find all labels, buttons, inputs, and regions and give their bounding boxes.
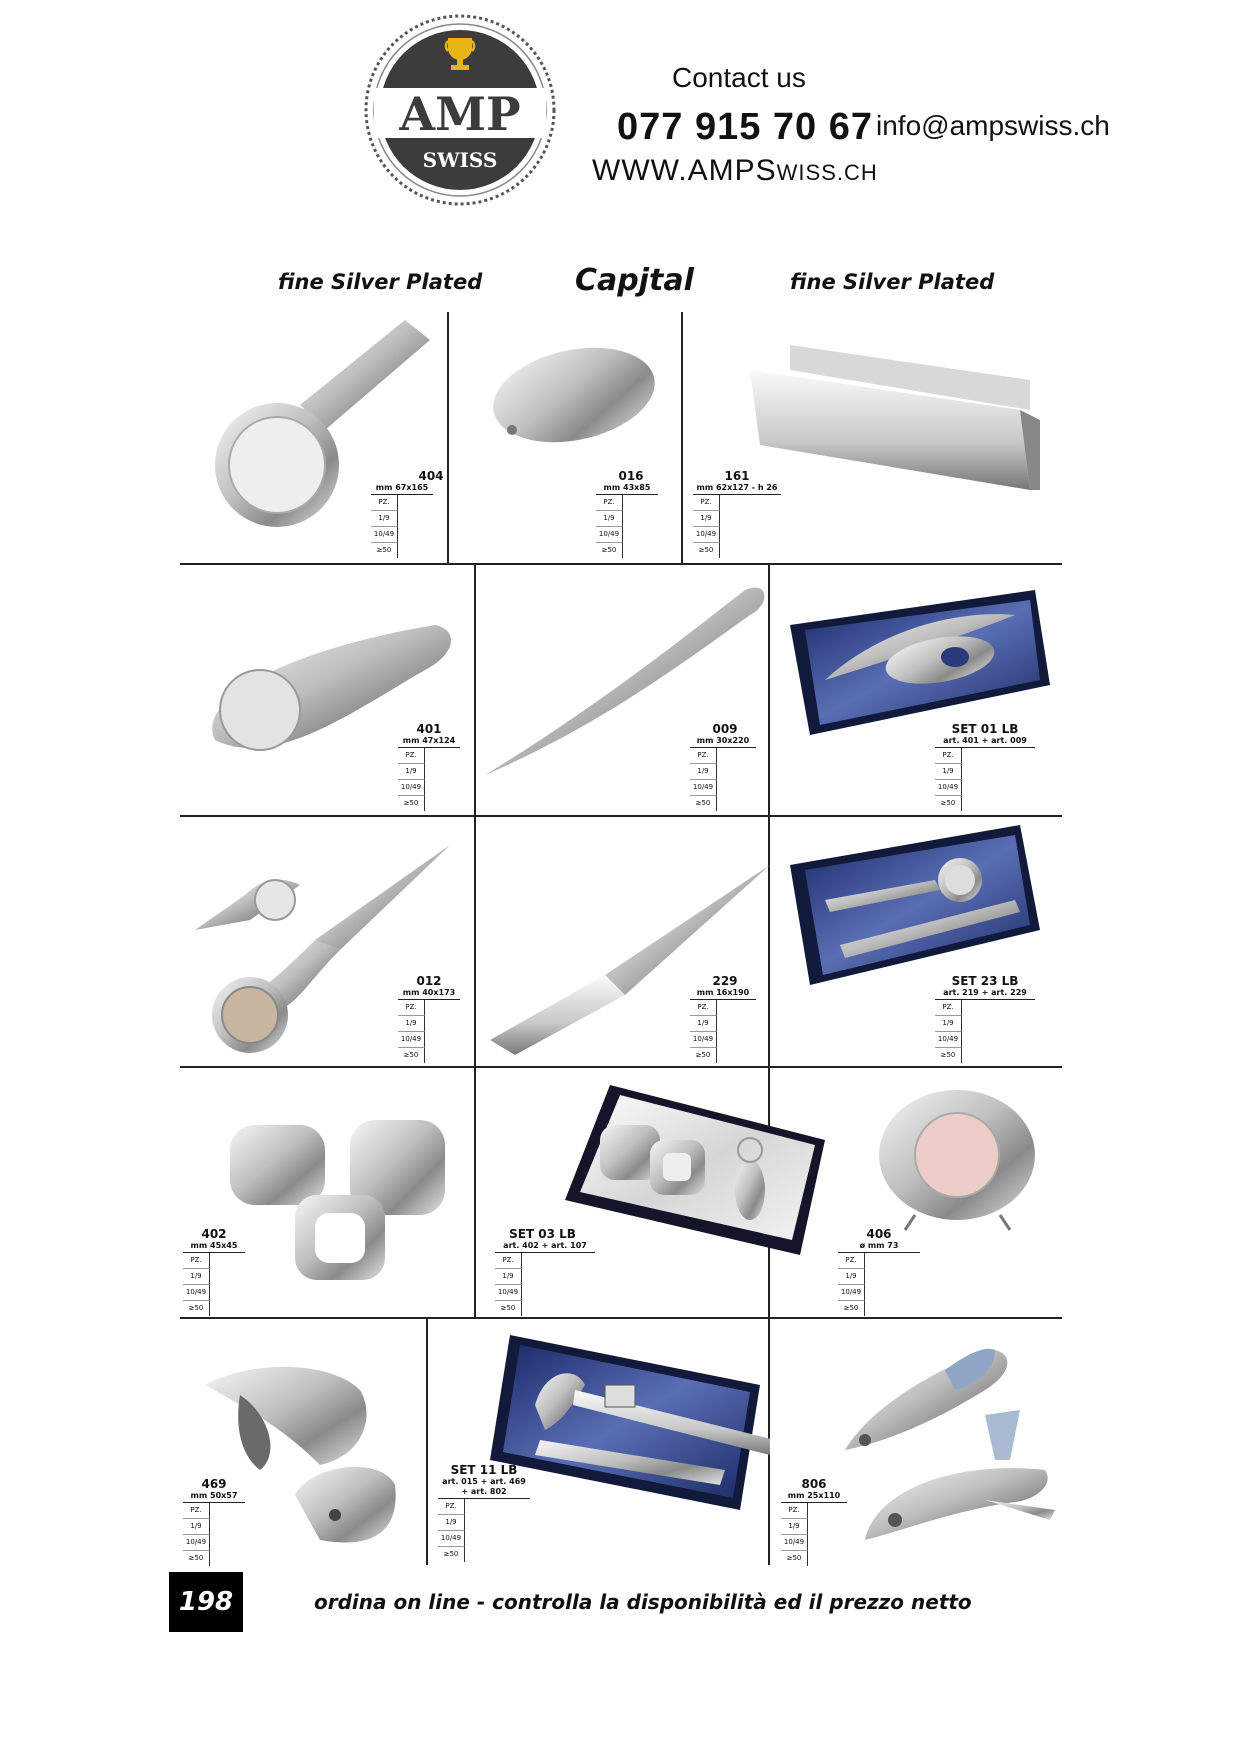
price-tier: 10/49 [183, 1285, 210, 1301]
price-tier: ≥50 [438, 1547, 465, 1562]
product-806 [781, 1478, 901, 1566]
amp-swiss-logo [364, 14, 556, 206]
product-code: 012 [416, 974, 442, 988]
price-tier: PZ. [838, 1253, 865, 1269]
price-tier-list [935, 1000, 1055, 1063]
product-dimensions: mm 50x57 [183, 1491, 245, 1503]
product-code: 404 [418, 469, 444, 483]
price-tier: 10/49 [838, 1285, 865, 1301]
divider [180, 1066, 1062, 1068]
divider [180, 815, 1062, 817]
price-tier: 10/49 [690, 780, 717, 796]
product-dimensions: mm 67x165 [371, 483, 433, 495]
price-tier: 10/49 [781, 1535, 808, 1551]
product-402 [183, 1228, 303, 1316]
product-009 [690, 723, 810, 811]
product-code: SET 23 LB [951, 974, 1019, 988]
product-dimensions: ø mm 73 [838, 1241, 920, 1253]
product-code: 161 [724, 469, 750, 483]
product-code: 806 [801, 1477, 827, 1491]
price-tier: ≥50 [838, 1301, 865, 1316]
product-dimensions: mm 25x110 [781, 1491, 847, 1503]
product-dimensions: mm 45x45 [183, 1241, 245, 1253]
price-tier: PZ. [183, 1253, 210, 1269]
price-tier: ≥50 [398, 796, 425, 811]
price-tier: ≥50 [495, 1301, 522, 1316]
price-tier: 1/9 [690, 1016, 717, 1032]
price-tier: 1/9 [596, 511, 623, 527]
price-tier: 1/9 [398, 1016, 425, 1032]
price-tier: PZ. [371, 495, 398, 511]
price-tier: 1/9 [495, 1269, 522, 1285]
price-tier: 1/9 [371, 511, 398, 527]
product-dimensions: mm 30x220 [690, 736, 756, 748]
price-tier: 1/9 [935, 1016, 962, 1032]
price-tier: 1/9 [183, 1269, 210, 1285]
price-tier: ≥50 [781, 1551, 808, 1566]
product-code: 229 [712, 974, 738, 988]
price-tier: PZ. [183, 1503, 210, 1519]
product-dimensions: art. 015 + art. 469 [442, 1477, 526, 1486]
price-tier: 10/49 [495, 1285, 522, 1301]
price-tier: 10/49 [398, 1032, 425, 1048]
contact-website[interactable]: WWW.AMPSWISS.CH [592, 154, 878, 187]
price-tier-list [183, 1503, 303, 1566]
price-tier-list [935, 748, 1055, 811]
price-tier: PZ. [693, 495, 720, 511]
price-tier: 1/9 [838, 1269, 865, 1285]
product-code: SET 01 LB [951, 722, 1019, 736]
price-tier: ≥50 [690, 796, 717, 811]
section-label-left: fine Silver Plated [278, 270, 483, 294]
product-404 [371, 470, 491, 558]
product-dimensions: mm 40x173 [398, 988, 460, 1000]
price-tier: 10/49 [935, 1032, 962, 1048]
price-tier: 1/9 [438, 1515, 465, 1531]
price-tier-list [398, 1000, 518, 1063]
price-tier: ≥50 [693, 543, 720, 558]
page-number: 198 [169, 1572, 243, 1632]
price-tier: 1/9 [398, 764, 425, 780]
product-dimensions: mm 16x190 [690, 988, 756, 1000]
product-code: 402 [201, 1227, 227, 1241]
logo-brand-top: AMP [399, 87, 521, 141]
price-tier: 10/49 [596, 527, 623, 543]
price-tier: ≥50 [935, 1048, 962, 1063]
price-tier: 1/9 [183, 1519, 210, 1535]
price-tier: ≥50 [183, 1301, 210, 1316]
product-406 [838, 1228, 958, 1316]
price-tier-list [371, 495, 491, 558]
price-tier-list [693, 495, 813, 558]
contact-title: Contact us [672, 62, 806, 93]
section-label-right: fine Silver Plated [790, 270, 995, 294]
price-tier-list [690, 1000, 810, 1063]
price-tier: 10/49 [935, 780, 962, 796]
product-dimensions: art. 402 + art. 107 [495, 1241, 595, 1253]
price-tier-list [781, 1503, 901, 1566]
product-code: SET 03 LB [509, 1227, 576, 1241]
product-012 [398, 975, 518, 1063]
price-tier: PZ. [438, 1499, 465, 1515]
price-tier: PZ. [398, 1000, 425, 1016]
product-set-11-lb [438, 1464, 558, 1562]
price-tier: PZ. [690, 748, 717, 764]
price-tier: ≥50 [183, 1551, 210, 1566]
logo-brand-bottom: SWISS [422, 148, 498, 172]
product-code: 009 [712, 722, 738, 736]
product-469 [183, 1478, 303, 1566]
price-tier: PZ. [398, 748, 425, 764]
price-tier-list [495, 1253, 615, 1316]
price-tier: 1/9 [690, 764, 717, 780]
price-tier-list [438, 1499, 558, 1562]
letter-opener-016-image [484, 340, 659, 460]
footer-note: ordina on line - controlla la disponibilità ed il prezzo netto [314, 1590, 972, 1614]
price-tier: PZ. [495, 1253, 522, 1269]
price-tier: 10/49 [398, 780, 425, 796]
product-code: 401 [416, 722, 442, 736]
price-tier: 10/49 [438, 1531, 465, 1547]
price-tier: 10/49 [371, 527, 398, 543]
price-tier: 10/49 [183, 1535, 210, 1551]
product-dimensions: mm 43x85 [596, 483, 658, 495]
price-tier: PZ. [690, 1000, 717, 1016]
product-set-01-lb [935, 723, 1055, 811]
price-tier: 1/9 [935, 764, 962, 780]
divider [474, 563, 476, 1317]
price-tier-list [838, 1253, 958, 1316]
price-tier-list [690, 748, 810, 811]
product-dimensions: art. 219 + art. 229 [935, 988, 1035, 1000]
price-tier: 10/49 [690, 1032, 717, 1048]
price-tier: ≥50 [690, 1048, 717, 1063]
product-dimensions: art. 401 + art. 009 [935, 736, 1035, 748]
price-tier: PZ. [935, 1000, 962, 1016]
product-dimensions: mm 62x127 - h 26 [693, 483, 781, 495]
price-tier: 1/9 [781, 1519, 808, 1535]
photo-frame-406-image [875, 1085, 1040, 1235]
divider [180, 563, 1062, 565]
price-tier: PZ. [935, 748, 962, 764]
product-code: 016 [618, 469, 644, 483]
section-title: Capjtal [575, 263, 694, 298]
product-code: 469 [201, 1477, 227, 1491]
price-tier: PZ. [781, 1503, 808, 1519]
price-tier: ≥50 [596, 543, 623, 558]
product-229 [690, 975, 810, 1063]
product-set-03-lb [495, 1228, 615, 1316]
product-dimensions-line2: + art. 802 [438, 1487, 530, 1499]
contact-phone: 077 915 70 67 [617, 106, 874, 148]
price-tier: 1/9 [693, 511, 720, 527]
product-161 [693, 470, 813, 558]
price-tier-list [183, 1253, 303, 1316]
product-code: 406 [866, 1227, 892, 1241]
price-tier: ≥50 [398, 1048, 425, 1063]
contact-email[interactable]: info@ampswiss.ch [876, 110, 1110, 141]
price-tier: ≥50 [935, 796, 962, 811]
price-tier: ≥50 [371, 543, 398, 558]
product-401 [398, 723, 518, 811]
price-tier-list [398, 748, 518, 811]
gift-set-23-image [785, 820, 1055, 990]
price-tier: PZ. [596, 495, 623, 511]
product-code: SET 11 LB [450, 1463, 518, 1477]
product-dimensions: mm 47x124 [398, 736, 460, 748]
product-set-23-lb [935, 975, 1055, 1063]
divider [180, 1317, 1062, 1319]
gift-set-01-image [785, 585, 1055, 745]
price-tier: 10/49 [693, 527, 720, 543]
